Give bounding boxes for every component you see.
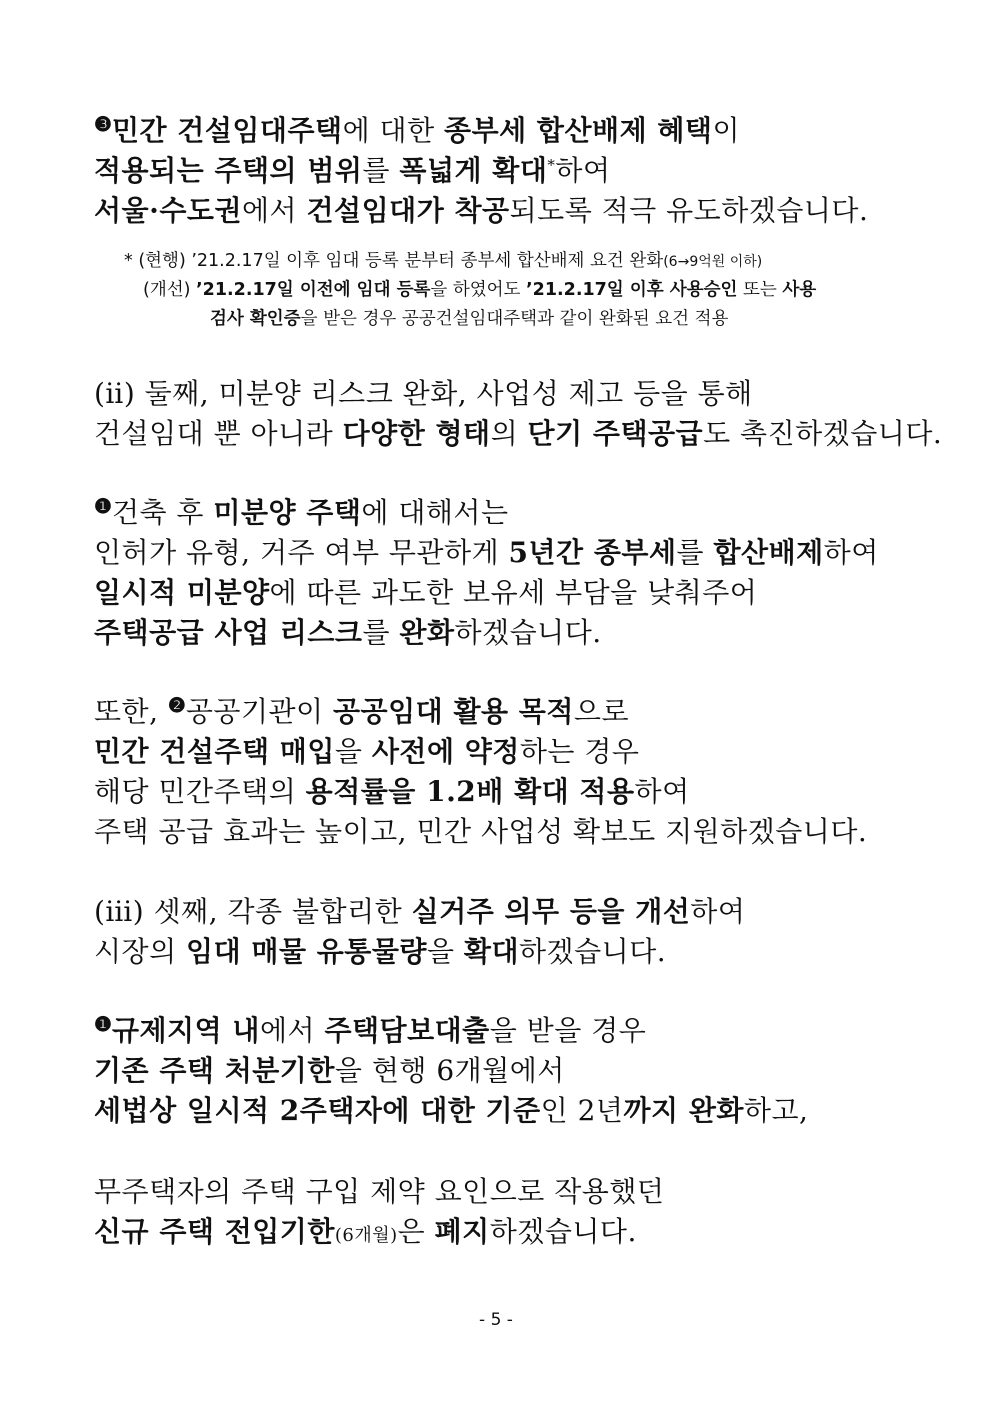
footnote-marker: * bbox=[547, 156, 556, 174]
s3-line-3: 서울·수도권에서 건설임대가 착공되도록 적극 유도하겠습니다. bbox=[94, 194, 869, 227]
p1-line-2: 인허가 유형, 거주 여부 무관하게 5년간 종부세를 합산배제하여 bbox=[94, 536, 879, 569]
circled-number-1-icon: ❶ bbox=[94, 494, 112, 518]
p4-line-1: 무주택자의 주택 구입 제약 요인으로 작용했던 bbox=[94, 1175, 665, 1208]
p2-line-1: 또한, $^❷$공공기관이 공공임대 활용 목적으로 bbox=[94, 693, 629, 728]
page-number: - 5 - bbox=[479, 1310, 513, 1330]
p4-line-2: 신규 주택 전입기한(6개월)은 폐지하겠습니다. bbox=[94, 1215, 637, 1248]
ii-line-2: 건설임대 뿐 아니라 다양한 형태의 단기 주택공급도 촉진하겠습니다. bbox=[94, 417, 943, 450]
circled-number-2-icon: ❷ bbox=[167, 693, 186, 717]
circled-number-3-icon: ❸ bbox=[94, 112, 112, 136]
p1-line-4: 주택공급 사업 리스크를 완화하겠습니다. bbox=[94, 616, 602, 649]
p3-line-3: 세법상 일시적 2주택자에 대한 기준인 2년까지 완화하고, bbox=[94, 1094, 809, 1127]
iii-line-1: (ⅲ) 셋째, 각종 불합리한 실거주 의무 등을 개선하여 bbox=[94, 895, 746, 928]
p2-line-4: 주택 공급 효과는 높이고, 민간 사업성 확보도 지원하겠습니다. bbox=[94, 815, 868, 848]
p2-line-3: 해당 민간주택의 용적률을 1.2배 확대 적용하여 bbox=[94, 775, 690, 808]
p1-line-1: $^❶$건축 후 미분양 주택에 대해서는 bbox=[94, 494, 509, 529]
iii-line-2: 시장의 임대 매물 유통물량을 확대하겠습니다. bbox=[94, 935, 667, 968]
p1-line-3: 일시적 미분양에 따른 과도한 보유세 부담을 낮춰주어 bbox=[94, 576, 758, 609]
p3-line-2: 기존 주택 처분기한을 현행 6개월에서 bbox=[94, 1054, 565, 1087]
p3-line-1: $^❶$규제지역 내에서 주택담보대출을 받을 경우 bbox=[94, 1012, 647, 1047]
note-improved: (개선) ’21.2.17일 이전에 임대 등록을 하였어도 ’21.2.17일 이후 사용승인 또는 사용 bbox=[143, 280, 817, 300]
p2-line-2: 민간 건설주택 매입을 사전에 약정하는 경우 bbox=[94, 735, 640, 768]
note-current: * (현행) ’21.2.17일 이후 임대 등록 분부터 종부세 합산배제 요건 완화(6→9억원 이하) bbox=[124, 251, 763, 271]
s3-line-1: $^❸$민간 건설임대주택에 대한 종부세 합산배제 혜택이 bbox=[94, 112, 741, 147]
circled-number-1-icon: ❶ bbox=[94, 1012, 112, 1036]
note-improved-cont: 검사 확인증을 받은 경우 공공건설임대주택과 같이 완화된 요건 적용 bbox=[210, 309, 729, 329]
s3-line-2: 적용되는 주택의 범위를 폭넓게 확대*하여 bbox=[94, 154, 611, 187]
ii-line-1: (ⅱ) 둘째, 미분양 리스크 완화, 사업성 제고 등을 통해 bbox=[94, 377, 753, 410]
